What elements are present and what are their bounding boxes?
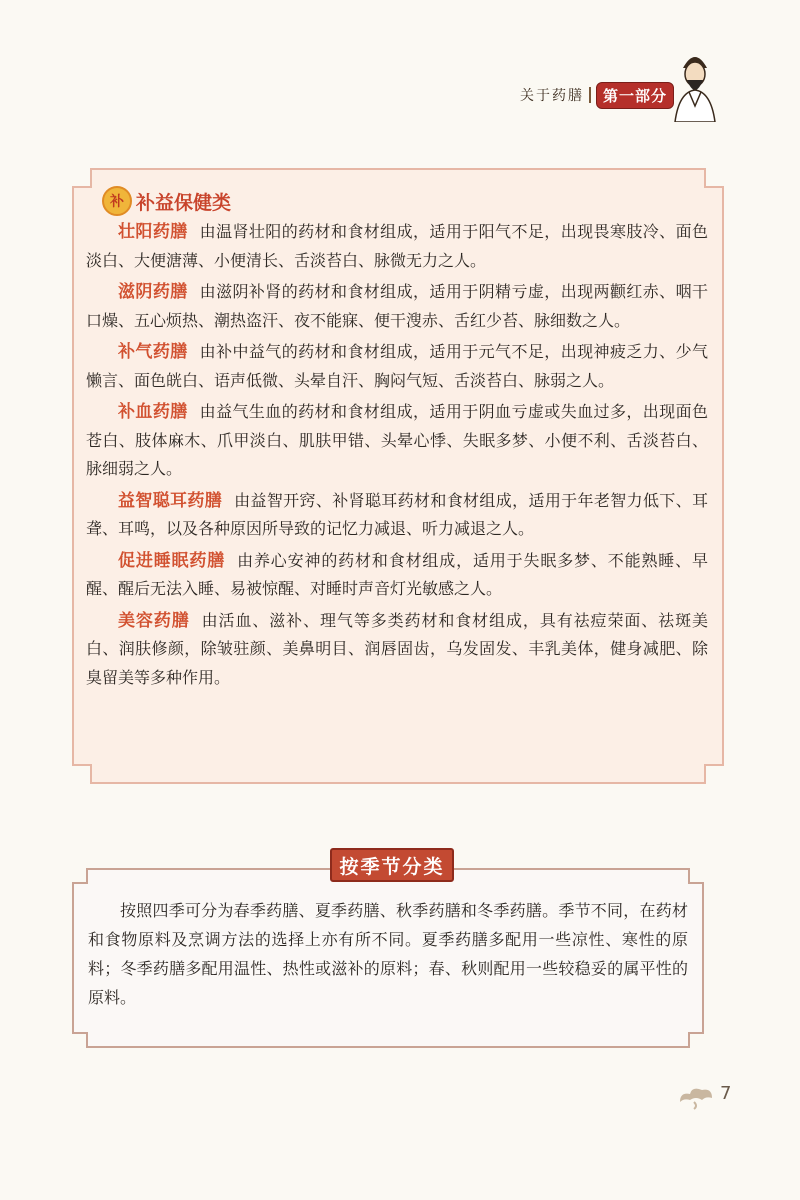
entry-sleep: [86, 547, 708, 604]
entry-intellect: [86, 487, 708, 544]
page-header: [520, 78, 674, 112]
entry-text: 由滋阴补肾的药材和食材组成，适用于阴精亏虚，出现两颧红赤、咽干口燥、五心烦热、潮热盗汗、夜不能寐、便干溲赤、舌红少苔、脉细数之人。: [86, 282, 708, 330]
section-badge-icon: 补: [102, 186, 132, 216]
entry-text: 由温肾壮阳的药材和食材组成，适用于阳气不足，出现畏寒肢冷、面色淡白、大便溏薄、小便清长、舌淡苔白、脉微无力之人。: [86, 222, 708, 270]
entry-text: 由益智开窍、补肾聪耳药材和食材组成，适用于年老智力低下、耳聋、耳鸣，以及各种原因所导致的记忆力减退、听力减退之人。: [86, 490, 708, 538]
seasonal-panel: [72, 868, 704, 1048]
entry-text: 由活血、滋补、理气等多类药材和食材组成，具有祛痘荣面、祛斑美白、润肤修颜，除皱驻颜、美鼻明目、润唇固齿，乌发固发、丰乳美体，健身减肥、除臭留美等多种作用。: [86, 610, 708, 687]
entry-term: 益智聪耳药膳: [118, 490, 223, 511]
section-title: [102, 186, 231, 216]
entry-term: 补血药膳: [118, 402, 188, 422]
entry-text: 由补中益气的药材和食材组成，适用于元气不足，出现神疲乏力、少气懒言、面色㿠白、语声低微、头晕自汗、胸闷气短、舌淡苔白、脉弱之人。: [86, 342, 708, 390]
entry-term: 促进睡眠药膳: [118, 550, 226, 571]
panel-corner: [704, 168, 724, 188]
entry-text: 由养心安神的药材和食材组成，适用于失眠多梦、不能熟睡、早醒、醒后无法入睡、易被惊醒、对睡时声音灯光敏感之人。: [86, 550, 708, 598]
part-badge: 第一部分: [596, 82, 674, 109]
seasonal-body: [88, 896, 688, 1012]
entry-term: 美容药膳: [118, 610, 190, 631]
entry-blood: [86, 398, 708, 484]
header-text: 关于药膳: [520, 88, 584, 104]
entry-text: 由益气生血的药材和食材组成，适用于阴血亏虚或失血过多，出现面色苍白、肢体麻木、爪甲淡白、肌肤甲错、头晕心悸、失眠多梦、小便不利、舌淡苔白、脉细弱之人。: [86, 402, 708, 478]
section-title-label: 补益保健类: [136, 191, 232, 214]
seasonal-paragraph: 按照四季可分为春季药膳、夏季药膳、秋季药膳和冬季药膳。季节不同，在药材和食物原料及烹调方法的选择上亦有所不同。夏季药膳多配用一些凉性、寒性的原料；冬季药膳多配用温性、热性或滋补的原料；春、秋则配用一些较稳妥的属平性的原料。: [88, 901, 688, 1007]
entry-yin: [86, 278, 708, 335]
sage-portrait-icon: [665, 42, 725, 122]
panel-corner: [72, 168, 92, 188]
entry-yang: [86, 218, 708, 275]
panel-corner: [72, 764, 92, 784]
header-divider: [589, 87, 591, 103]
tonic-health-panel: [72, 168, 724, 784]
cloud-ornament-icon: [676, 1084, 716, 1110]
entry-beauty: [86, 607, 708, 693]
entry-list: [86, 218, 708, 695]
entry-qi: [86, 338, 708, 395]
entry-term: 壮阳药膳: [118, 222, 188, 242]
panel-corner: [688, 1032, 704, 1048]
entry-term: 滋阴药膳: [118, 282, 188, 302]
panel-corner: [688, 868, 704, 884]
entry-term: 补气药膳: [118, 342, 188, 362]
page-number: 7: [720, 1083, 732, 1104]
panel-corner: [72, 868, 88, 884]
panel-corner: [72, 1032, 88, 1048]
panel-corner: [704, 764, 724, 784]
seasonal-title: 按季节分类: [330, 848, 454, 882]
